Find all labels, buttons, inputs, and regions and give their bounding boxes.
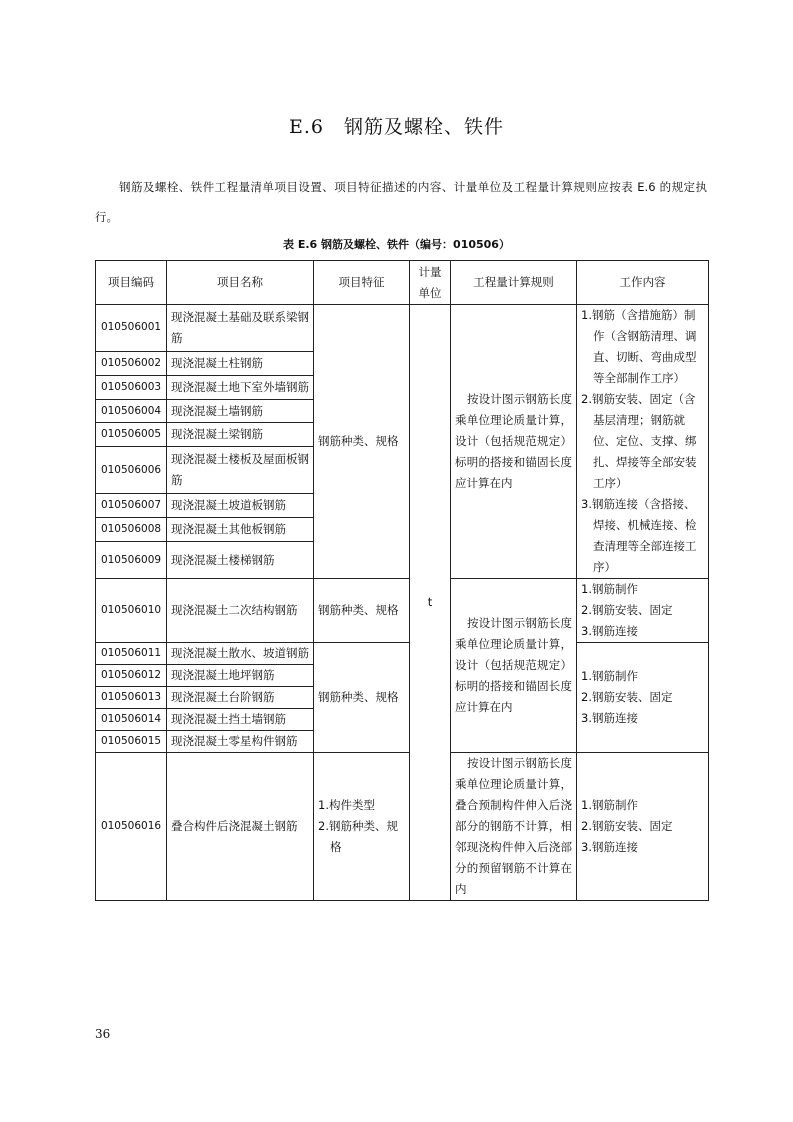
table-row <box>96 579 709 643</box>
item-name: 现浇混凝土地坪钢筋 <box>167 665 314 687</box>
item-rule <box>451 305 577 579</box>
rule-text: 按设计图示钢筋长度乘单位理论质量计算，设计（包括规范规定）标明的搭接和锚固长度应计算在内 <box>455 616 572 714</box>
item-code: 010506011 <box>96 643 167 665</box>
intro-paragraph: 钢筋及螺栓、铁件工程量清单项目设置、项目特征描述的内容、计量单位及工程量计算规则应按表 E.6 的规定执行。 <box>95 180 707 224</box>
item-code: 010506004 <box>96 399 167 423</box>
table-row <box>96 753 709 901</box>
item-code: 010506001 <box>96 305 167 352</box>
item-name: 现浇混凝土挡土墙钢筋 <box>167 709 314 731</box>
rule-text: 按设计图示钢筋长度乘单位理论质量计算，设计（包括规范规定）标明的搭接和锚固长度应计算在内 <box>455 392 572 490</box>
work-line: 1.钢筋（含措施筋）制作（含钢筋清理、调直、切断、弯曲成型等全部制作工序） <box>581 308 697 385</box>
page-number: 36 <box>95 1027 111 1041</box>
rule-text: 按设计图示钢筋长度乘单位理论质量计算，叠合预制构件伸入后浇部分的钢筋不计算，相邻现浇构件伸入后浇部分的预留钢筋不计算在内 <box>455 756 572 896</box>
work-line: 3.钢筋连接 <box>581 840 638 854</box>
item-name: 现浇混凝土楼梯钢筋 <box>167 542 314 579</box>
item-name: 现浇混凝土梁钢筋 <box>167 423 314 447</box>
item-code: 010506005 <box>96 423 167 447</box>
work-line: 3.钢筋连接（含搭接、焊接、机械连接、检查清理等全部连接工序） <box>581 497 697 574</box>
item-name: 现浇混凝土墙钢筋 <box>167 399 314 423</box>
item-feature: 钢筋种类、规格 <box>314 579 410 643</box>
item-rule <box>451 579 577 753</box>
item-code: 010506010 <box>96 579 167 643</box>
work-line: 2.钢筋安装、固定（含基层清理；钢筋就位、定位、支撑、绑扎、焊接等全部安装工序） <box>581 392 697 490</box>
feature-line: 1.构件类型 <box>318 798 375 812</box>
item-name: 现浇混凝土二次结构钢筋 <box>167 579 314 643</box>
item-name: 叠合构件后浇混凝土钢筋 <box>167 753 314 901</box>
work-line: 3.钢筋连接 <box>581 711 638 725</box>
header-work: 工作内容 <box>577 261 709 305</box>
rebar-table <box>95 260 709 901</box>
item-work <box>577 579 709 643</box>
item-work <box>577 643 709 753</box>
header-code: 项目编码 <box>96 261 167 305</box>
work-line: 2.钢筋安装、固定 <box>581 819 673 833</box>
item-code: 010506013 <box>96 687 167 709</box>
work-line: 1.钢筋制作 <box>581 798 638 812</box>
item-code: 010506016 <box>96 753 167 901</box>
item-name: 现浇混凝土零星构件钢筋 <box>167 731 314 753</box>
item-unit: t <box>410 305 451 901</box>
work-line: 3.钢筋连接 <box>581 624 638 638</box>
item-name: 现浇混凝土地下室外墙钢筋 <box>167 375 314 399</box>
item-code: 010506003 <box>96 375 167 399</box>
item-name: 现浇混凝土台阶钢筋 <box>167 687 314 709</box>
item-feature <box>314 753 410 901</box>
item-feature: 钢筋种类、规格 <box>314 305 410 579</box>
table-caption: 表 E.6 钢筋及螺栓、铁件（编号：010506） <box>283 238 510 251</box>
item-rule <box>451 753 577 901</box>
header-row <box>96 261 709 305</box>
work-line: 2.钢筋安装、固定 <box>581 690 673 704</box>
item-code: 010506014 <box>96 709 167 731</box>
header-rule: 工程量计算规则 <box>451 261 577 305</box>
work-line: 1.钢筋制作 <box>581 582 638 596</box>
header-feature: 项目特征 <box>314 261 410 305</box>
header-name: 项目名称 <box>167 261 314 305</box>
item-work <box>577 305 709 579</box>
item-name: 现浇混凝土柱钢筋 <box>167 351 314 375</box>
item-name: 现浇混凝土基础及联系梁钢筋 <box>167 305 314 352</box>
item-work <box>577 753 709 901</box>
item-feature: 钢筋种类、规格 <box>314 643 410 753</box>
work-line: 1.钢筋制作 <box>581 669 638 683</box>
table-row <box>96 643 709 665</box>
header-unit: 计量单位 <box>410 261 451 305</box>
feature-line: 2.钢筋种类、规格 <box>318 819 398 854</box>
item-name: 现浇混凝土其他板钢筋 <box>167 518 314 542</box>
table-row <box>96 305 709 352</box>
item-code: 010506015 <box>96 731 167 753</box>
item-code: 010506006 <box>96 447 167 494</box>
item-code: 010506002 <box>96 351 167 375</box>
item-name: 现浇混凝土坡道板钢筋 <box>167 494 314 518</box>
item-code: 010506008 <box>96 518 167 542</box>
section-title: E.6 钢筋及螺栓、铁件 <box>289 116 504 138</box>
item-code: 010506012 <box>96 665 167 687</box>
item-name: 现浇混凝土散水、坡道钢筋 <box>167 643 314 665</box>
item-name: 现浇混凝土楼板及屋面板钢筋 <box>167 447 314 494</box>
item-code: 010506009 <box>96 542 167 579</box>
work-line: 2.钢筋安装、固定 <box>581 603 673 617</box>
item-code: 010506007 <box>96 494 167 518</box>
